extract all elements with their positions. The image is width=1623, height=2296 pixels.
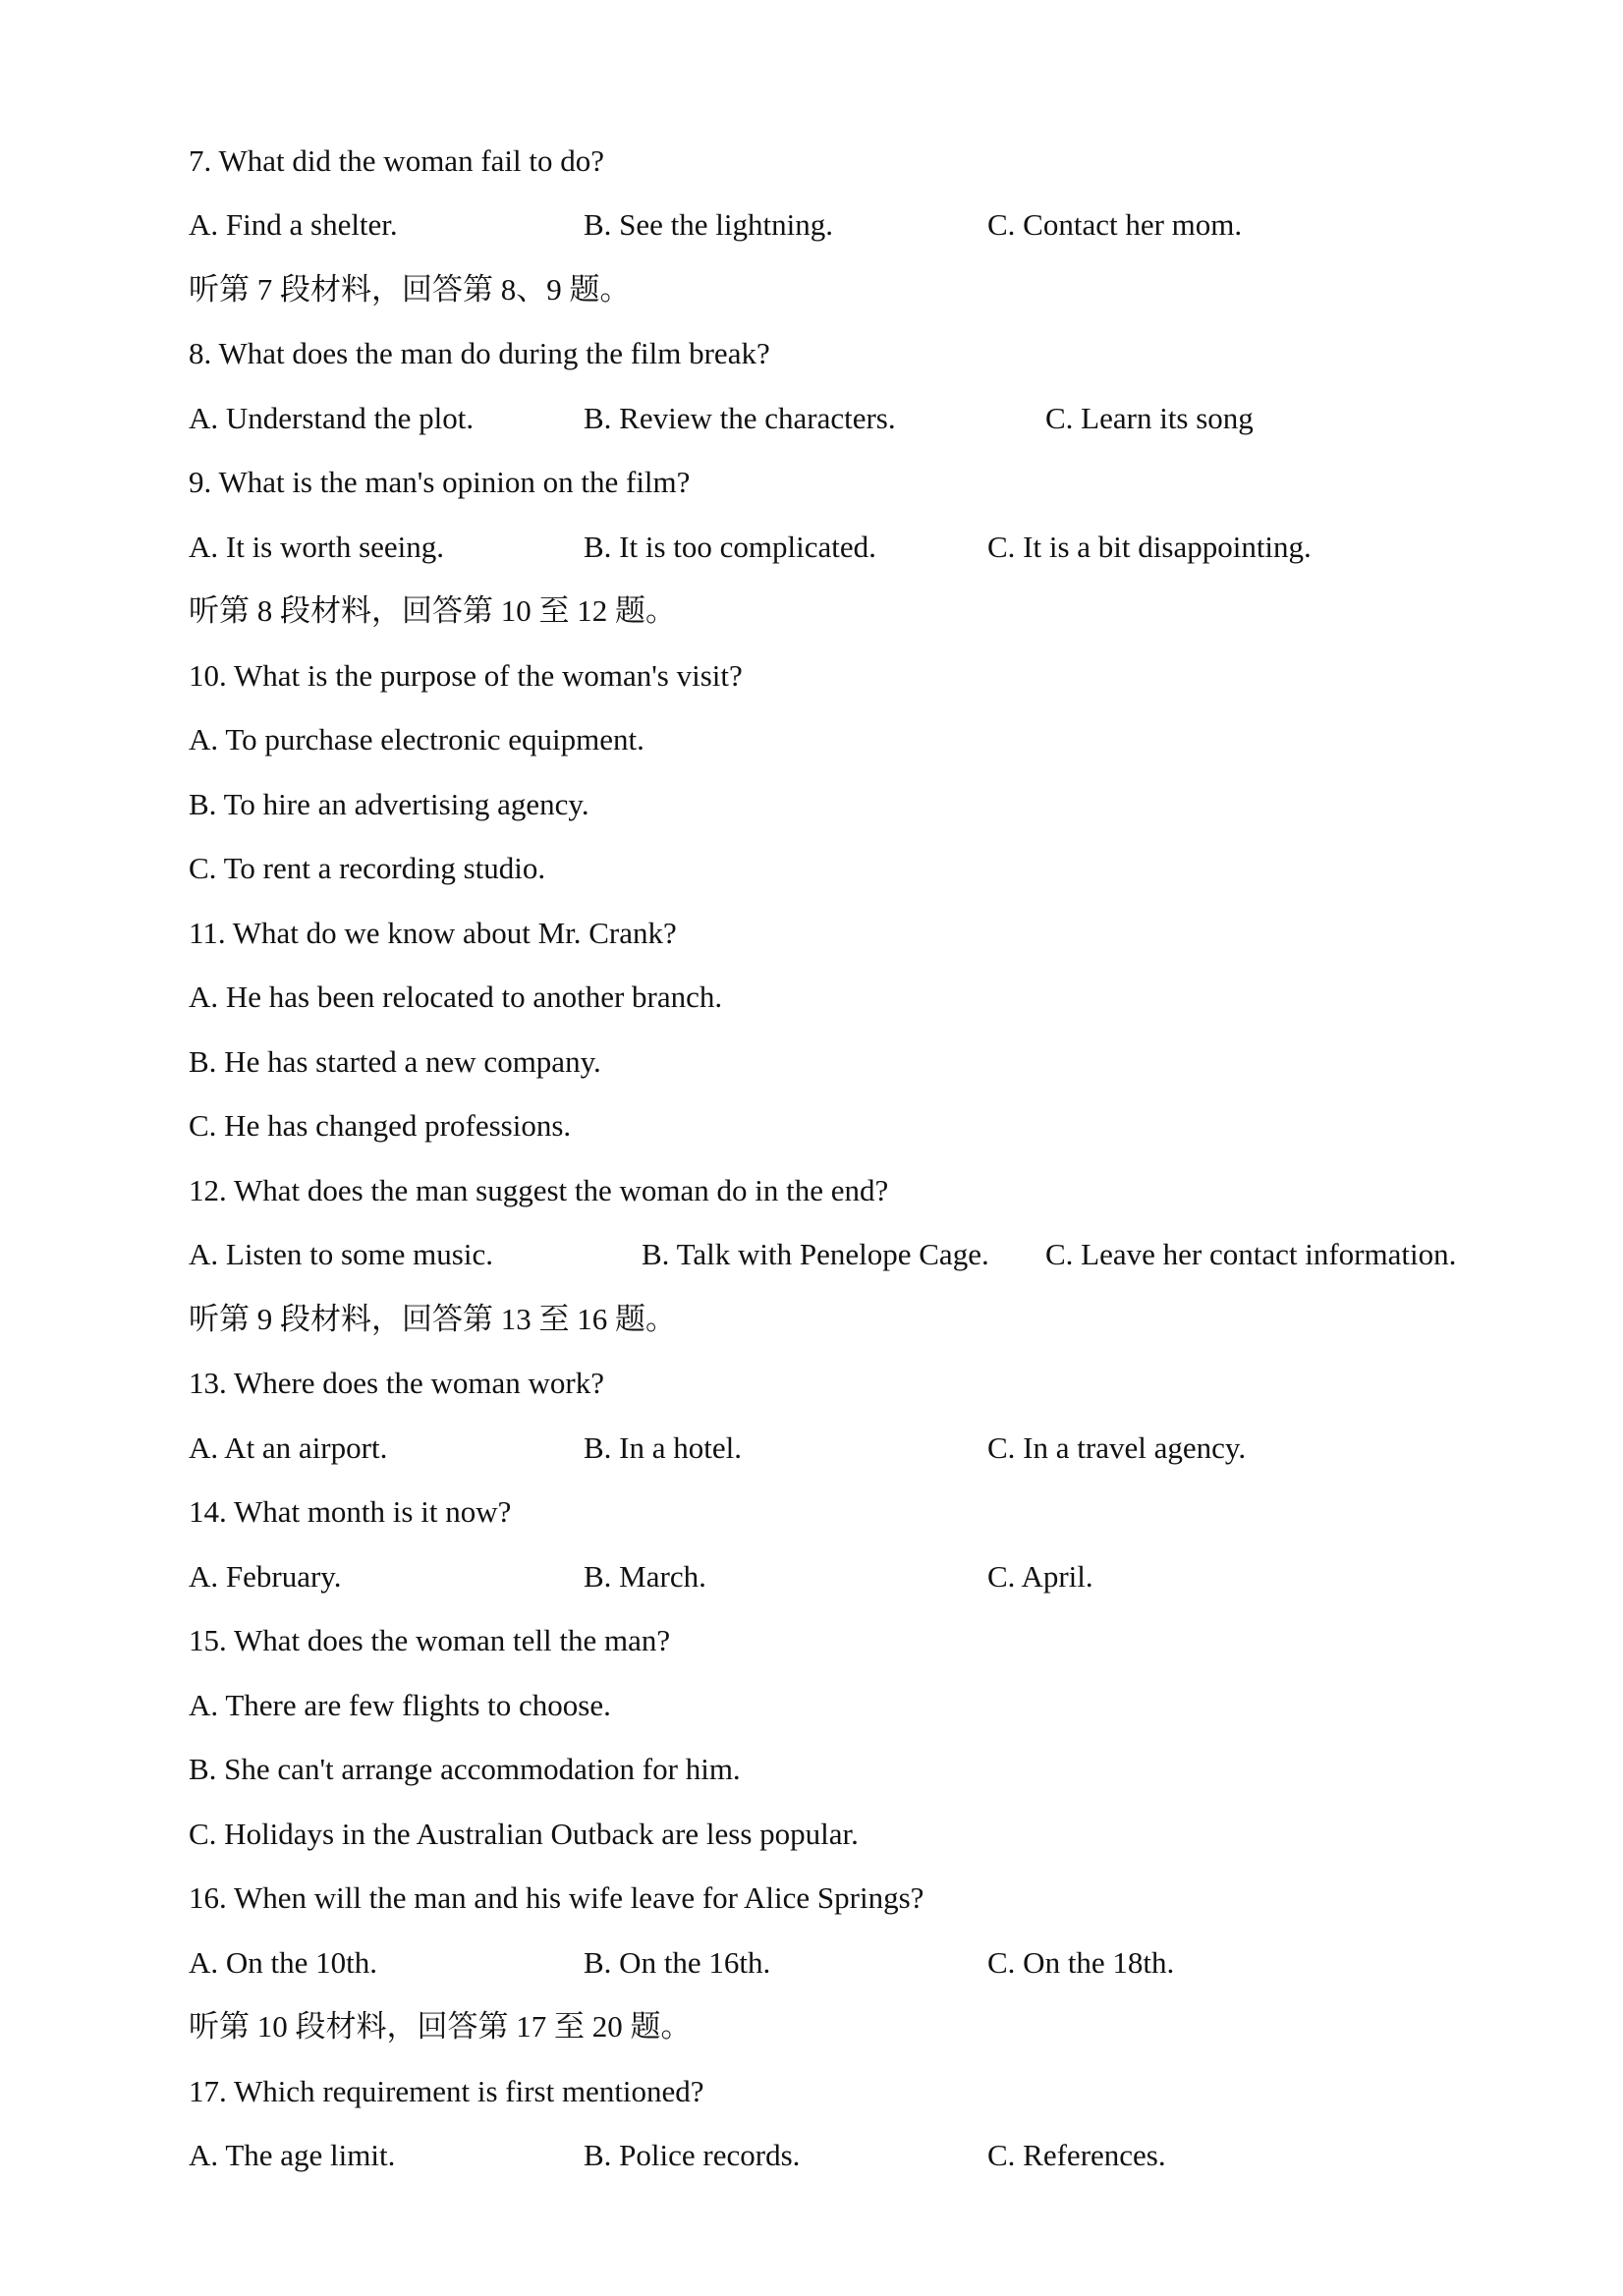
option-11-a: A. He has been relocated to another branch. bbox=[189, 980, 723, 1014]
option-9-c: C. It is a bit disappointing. bbox=[987, 530, 1312, 564]
option-15-c: C. Holidays in the Australian Outback are less popular. bbox=[189, 1817, 859, 1851]
option-12-a: A. Listen to some music. bbox=[189, 1237, 493, 1271]
option-16-b: B. On the 16th. bbox=[584, 1945, 771, 1980]
option-9-a: A. It is worth seeing. bbox=[189, 530, 445, 564]
option-9-b: B. It is too complicated. bbox=[584, 530, 876, 564]
section-8-heading: 听第 8 段材料，回答第 10 至 12 题。 bbox=[189, 593, 676, 628]
option-17-a: A. The age limit. bbox=[189, 2138, 396, 2172]
option-10-a: A. To purchase electronic equipment. bbox=[189, 722, 644, 756]
question-14: 14. What month is it now? bbox=[189, 1494, 512, 1529]
option-7-c: C. Contact her mom. bbox=[987, 207, 1243, 242]
question-12: 12. What does the man suggest the woman do in the end? bbox=[189, 1173, 889, 1207]
option-13-c: C. In a travel agency. bbox=[987, 1430, 1247, 1465]
option-15-a: A. There are few flights to choose. bbox=[189, 1688, 611, 1722]
question-16: 16. When will the man and his wife leave for Alice Springs? bbox=[189, 1880, 924, 1915]
section-7-heading: 听第 7 段材料，回答第 8、9 题。 bbox=[189, 272, 631, 307]
option-17-c: C. References. bbox=[987, 2138, 1166, 2172]
option-7-b: B. See the lightning. bbox=[584, 207, 834, 242]
option-8-b: B. Review the characters. bbox=[584, 401, 896, 435]
option-17-b: B. Police records. bbox=[584, 2138, 801, 2172]
option-13-a: A. At an airport. bbox=[189, 1430, 388, 1465]
option-14-a: A. February. bbox=[189, 1559, 342, 1594]
section-9-heading: 听第 9 段材料，回答第 13 至 16 题。 bbox=[189, 1302, 676, 1336]
option-16-a: A. On the 10th. bbox=[189, 1945, 378, 1980]
option-14-c: C. April. bbox=[987, 1559, 1093, 1594]
question-17: 17. Which requirement is first mentioned? bbox=[189, 2074, 704, 2108]
option-11-b: B. He has started a new company. bbox=[189, 1044, 601, 1079]
option-12-c: C. Leave her contact information. bbox=[1045, 1237, 1457, 1271]
question-9: 9. What is the man's opinion on the film? bbox=[189, 465, 691, 499]
option-7-a: A. Find a shelter. bbox=[189, 207, 398, 242]
option-8-a: A. Understand the plot. bbox=[189, 401, 475, 435]
question-8: 8. What does the man do during the film break? bbox=[189, 336, 770, 370]
option-13-b: B. In a hotel. bbox=[584, 1430, 742, 1465]
option-15-b: B. She can't arrange accommodation for him. bbox=[189, 1752, 741, 1786]
option-16-c: C. On the 18th. bbox=[987, 1945, 1175, 1980]
question-7: 7. What did the woman fail to do? bbox=[189, 143, 604, 178]
option-8-c: C. Learn its song bbox=[1045, 401, 1254, 435]
option-10-c: C. To rent a recording studio. bbox=[189, 851, 546, 885]
section-10-heading: 听第 10 段材料，回答第 17 至 20 题。 bbox=[189, 2009, 692, 2044]
option-14-b: B. March. bbox=[584, 1559, 706, 1594]
question-15: 15. What does the woman tell the man? bbox=[189, 1623, 671, 1657]
question-13: 13. Where does the woman work? bbox=[189, 1366, 604, 1400]
question-10: 10. What is the purpose of the woman's visit? bbox=[189, 658, 743, 693]
question-11: 11. What do we know about Mr. Crank? bbox=[189, 916, 677, 950]
option-10-b: B. To hire an advertising agency. bbox=[189, 787, 589, 821]
option-12-b: B. Talk with Penelope Cage. bbox=[642, 1237, 989, 1271]
option-11-c: C. He has changed professions. bbox=[189, 1108, 572, 1143]
